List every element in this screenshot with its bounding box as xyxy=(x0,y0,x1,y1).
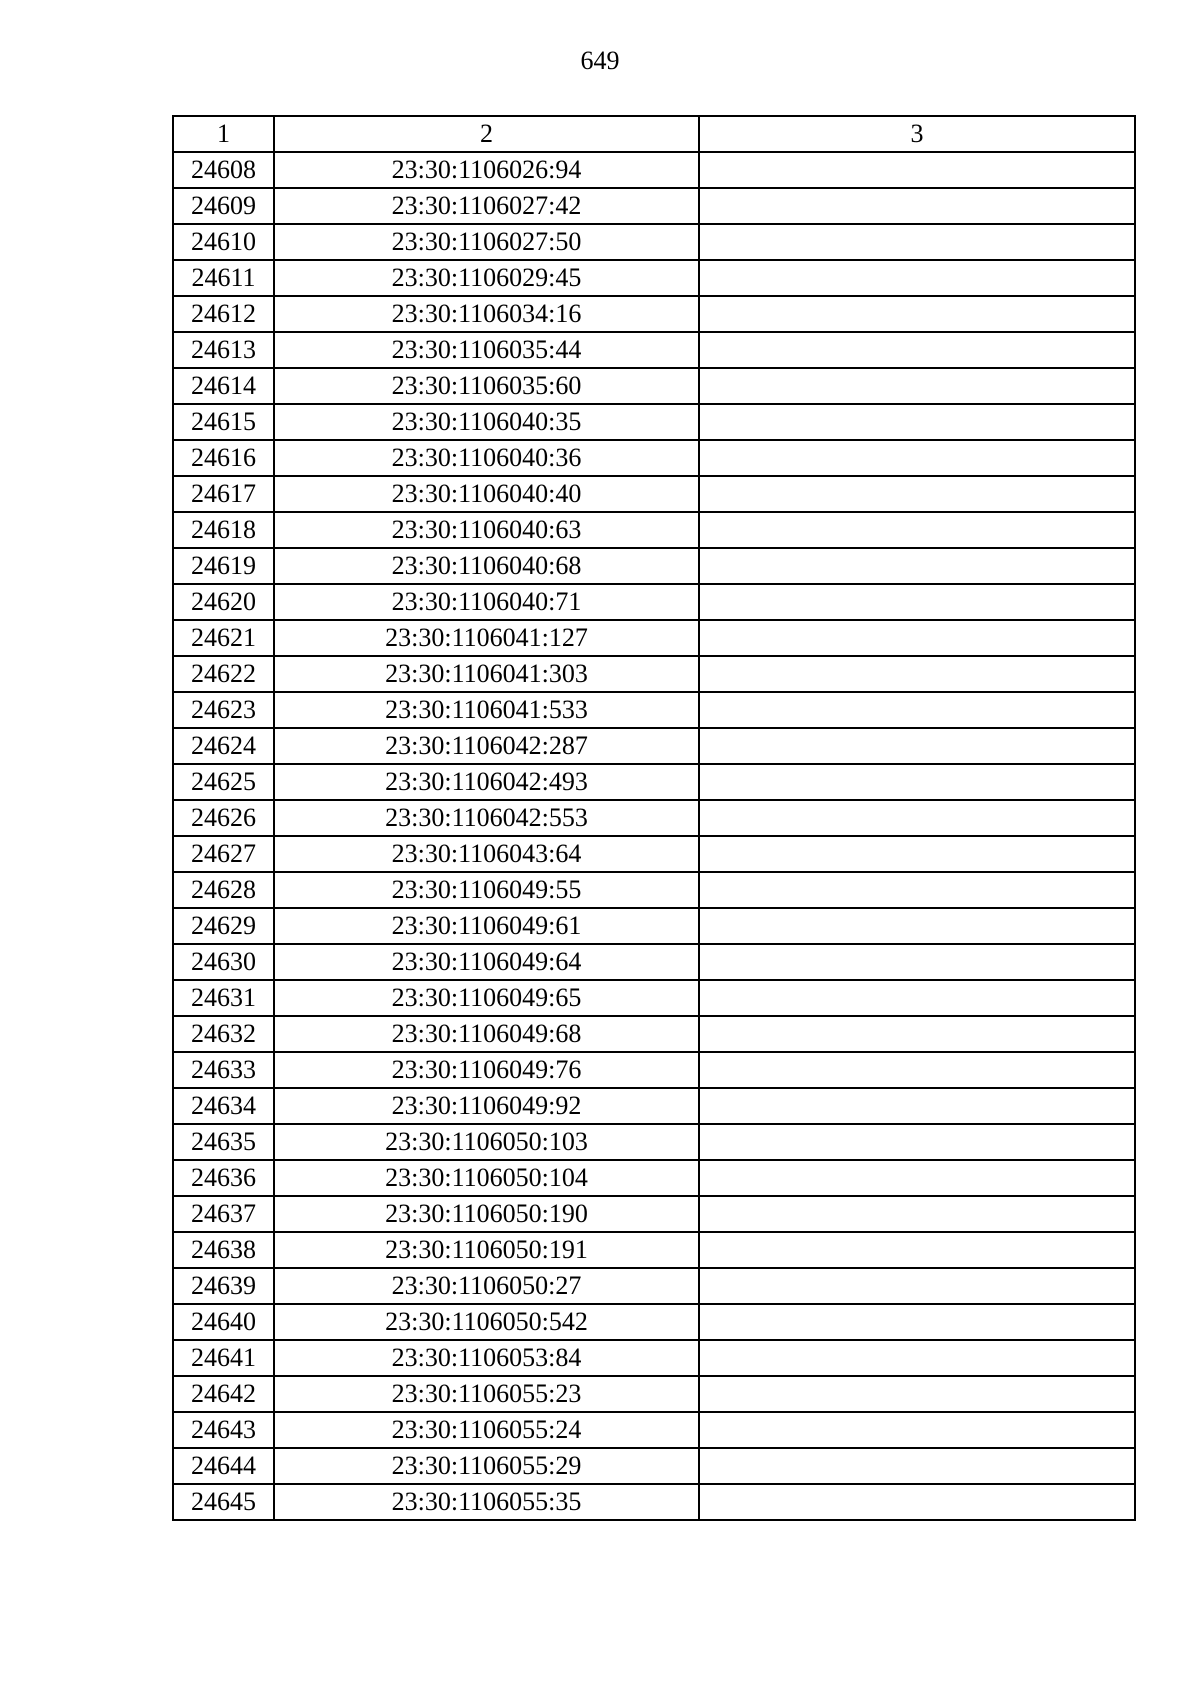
note-cell xyxy=(699,584,1135,620)
row-number-cell: 24621 xyxy=(173,620,274,656)
row-number-cell: 24630 xyxy=(173,944,274,980)
note-cell xyxy=(699,188,1135,224)
row-number-cell: 24613 xyxy=(173,332,274,368)
note-cell xyxy=(699,800,1135,836)
row-number-cell: 24631 xyxy=(173,980,274,1016)
cadastral-number-cell: 23:30:1106029:45 xyxy=(274,260,699,296)
column-header-3: 3 xyxy=(699,116,1135,152)
cadastral-number-cell: 23:30:1106050:104 xyxy=(274,1160,699,1196)
cadastral-number-cell: 23:30:1106049:65 xyxy=(274,980,699,1016)
table-row xyxy=(173,1196,1135,1232)
note-cell xyxy=(699,620,1135,656)
row-number-cell: 24622 xyxy=(173,656,274,692)
cadastral-number-cell: 23:30:1106040:63 xyxy=(274,512,699,548)
row-number-cell: 24611 xyxy=(173,260,274,296)
note-cell xyxy=(699,1160,1135,1196)
note-cell xyxy=(699,152,1135,188)
note-cell xyxy=(699,1412,1135,1448)
row-number-cell: 24612 xyxy=(173,296,274,332)
note-cell xyxy=(699,728,1135,764)
row-number-cell: 24645 xyxy=(173,1484,274,1520)
row-number-cell: 24628 xyxy=(173,872,274,908)
table-row xyxy=(173,1376,1135,1412)
table-row xyxy=(173,584,1135,620)
note-cell xyxy=(699,368,1135,404)
row-number-cell: 24609 xyxy=(173,188,274,224)
cadastral-number-cell: 23:30:1106055:24 xyxy=(274,1412,699,1448)
row-number-cell: 24624 xyxy=(173,728,274,764)
note-cell xyxy=(699,440,1135,476)
table-row xyxy=(173,944,1135,980)
note-cell xyxy=(699,692,1135,728)
table-row xyxy=(173,224,1135,260)
note-cell xyxy=(699,1448,1135,1484)
row-number-cell: 24636 xyxy=(173,1160,274,1196)
cadastral-number-cell: 23:30:1106042:493 xyxy=(274,764,699,800)
note-cell xyxy=(699,512,1135,548)
table-row xyxy=(173,188,1135,224)
note-cell xyxy=(699,260,1135,296)
table-row xyxy=(173,404,1135,440)
note-cell xyxy=(699,836,1135,872)
note-cell xyxy=(699,764,1135,800)
note-cell xyxy=(699,872,1135,908)
row-number-cell: 24637 xyxy=(173,1196,274,1232)
row-number-cell: 24627 xyxy=(173,836,274,872)
table-header-row xyxy=(173,116,1135,152)
row-number-cell: 24641 xyxy=(173,1340,274,1376)
table-row xyxy=(173,548,1135,584)
cadastral-number-cell: 23:30:1106042:287 xyxy=(274,728,699,764)
row-number-cell: 24638 xyxy=(173,1232,274,1268)
table-row xyxy=(173,260,1135,296)
cadastral-number-cell: 23:30:1106050:542 xyxy=(274,1304,699,1340)
cadastral-number-cell: 23:30:1106040:68 xyxy=(274,548,699,584)
row-number-cell: 24635 xyxy=(173,1124,274,1160)
table-row xyxy=(173,1124,1135,1160)
note-cell xyxy=(699,476,1135,512)
row-number-cell: 24608 xyxy=(173,152,274,188)
table-row xyxy=(173,1016,1135,1052)
note-cell xyxy=(699,1484,1135,1520)
note-cell xyxy=(699,332,1135,368)
table-row xyxy=(173,980,1135,1016)
table-row xyxy=(173,1304,1135,1340)
row-number-cell: 24619 xyxy=(173,548,274,584)
row-number-cell: 24632 xyxy=(173,1016,274,1052)
row-number-cell: 24639 xyxy=(173,1268,274,1304)
row-number-cell: 24633 xyxy=(173,1052,274,1088)
row-number-cell: 24618 xyxy=(173,512,274,548)
note-cell xyxy=(699,1124,1135,1160)
cadastral-number-cell: 23:30:1106050:103 xyxy=(274,1124,699,1160)
row-number-cell: 24614 xyxy=(173,368,274,404)
cadastral-number-cell: 23:30:1106027:50 xyxy=(274,224,699,260)
table-row xyxy=(173,1448,1135,1484)
row-number-cell: 24642 xyxy=(173,1376,274,1412)
cadastral-number-cell: 23:30:1106035:44 xyxy=(274,332,699,368)
page-number: 649 xyxy=(580,46,620,75)
cadastral-number-cell: 23:30:1106055:35 xyxy=(274,1484,699,1520)
note-cell xyxy=(699,404,1135,440)
cadastral-number-cell: 23:30:1106041:303 xyxy=(274,656,699,692)
row-number-cell: 24640 xyxy=(173,1304,274,1340)
note-cell xyxy=(699,1016,1135,1052)
cadastral-number-cell: 23:30:1106035:60 xyxy=(274,368,699,404)
row-number-cell: 24623 xyxy=(173,692,274,728)
cadastral-number-cell: 23:30:1106027:42 xyxy=(274,188,699,224)
note-cell xyxy=(699,1232,1135,1268)
table-row xyxy=(173,764,1135,800)
cadastral-number-cell: 23:30:1106034:16 xyxy=(274,296,699,332)
table-body xyxy=(173,152,1135,1520)
row-number-cell: 24643 xyxy=(173,1412,274,1448)
table-row xyxy=(173,368,1135,404)
table-row xyxy=(173,620,1135,656)
note-cell xyxy=(699,1268,1135,1304)
note-cell xyxy=(699,908,1135,944)
column-header-1: 1 xyxy=(173,116,274,152)
note-cell xyxy=(699,1052,1135,1088)
cadastral-number-cell: 23:30:1106040:35 xyxy=(274,404,699,440)
table-row xyxy=(173,476,1135,512)
note-cell xyxy=(699,224,1135,260)
table-row xyxy=(173,692,1135,728)
cadastral-number-cell: 23:30:1106049:68 xyxy=(274,1016,699,1052)
cadastral-number-cell: 23:30:1106042:553 xyxy=(274,800,699,836)
note-cell xyxy=(699,980,1135,1016)
note-cell xyxy=(699,296,1135,332)
note-cell xyxy=(699,548,1135,584)
table-row xyxy=(173,512,1135,548)
row-number-cell: 24629 xyxy=(173,908,274,944)
cadastral-number-cell: 23:30:1106040:40 xyxy=(274,476,699,512)
cadastral-number-cell: 23:30:1106041:127 xyxy=(274,620,699,656)
note-cell xyxy=(699,1340,1135,1376)
cadastral-number-cell: 23:30:1106043:64 xyxy=(274,836,699,872)
table-row xyxy=(173,800,1135,836)
table-row xyxy=(173,656,1135,692)
cadastral-number-cell: 23:30:1106040:36 xyxy=(274,440,699,476)
cadastral-number-cell: 23:30:1106050:191 xyxy=(274,1232,699,1268)
table-row xyxy=(173,1088,1135,1124)
table-row xyxy=(173,152,1135,188)
note-cell xyxy=(699,1088,1135,1124)
data-table xyxy=(172,115,1136,1521)
cadastral-number-cell: 23:30:1106040:71 xyxy=(274,584,699,620)
table-row xyxy=(173,332,1135,368)
table-row xyxy=(173,1160,1135,1196)
note-cell xyxy=(699,1196,1135,1232)
row-number-cell: 24644 xyxy=(173,1448,274,1484)
table-row xyxy=(173,1484,1135,1520)
row-number-cell: 24616 xyxy=(173,440,274,476)
note-cell xyxy=(699,944,1135,980)
cadastral-number-cell: 23:30:1106050:27 xyxy=(274,1268,699,1304)
cadastral-number-cell: 23:30:1106049:61 xyxy=(274,908,699,944)
table-row xyxy=(173,296,1135,332)
table-row xyxy=(173,1052,1135,1088)
note-cell xyxy=(699,1376,1135,1412)
cadastral-number-cell: 23:30:1106049:92 xyxy=(274,1088,699,1124)
cadastral-number-cell: 23:30:1106049:55 xyxy=(274,872,699,908)
table-row xyxy=(173,908,1135,944)
cadastral-number-cell: 23:30:1106050:190 xyxy=(274,1196,699,1232)
table-row xyxy=(173,1412,1135,1448)
cadastral-number-cell: 23:30:1106049:64 xyxy=(274,944,699,980)
cadastral-number-cell: 23:30:1106055:29 xyxy=(274,1448,699,1484)
table-row xyxy=(173,872,1135,908)
table-row xyxy=(173,836,1135,872)
row-number-cell: 24634 xyxy=(173,1088,274,1124)
cadastral-number-cell: 23:30:1106055:23 xyxy=(274,1376,699,1412)
note-cell xyxy=(699,656,1135,692)
cadastral-number-cell: 23:30:1106053:84 xyxy=(274,1340,699,1376)
row-number-cell: 24625 xyxy=(173,764,274,800)
row-number-cell: 24615 xyxy=(173,404,274,440)
table-row xyxy=(173,728,1135,764)
table-row xyxy=(173,440,1135,476)
cadastral-number-cell: 23:30:1106026:94 xyxy=(274,152,699,188)
column-header-2: 2 xyxy=(274,116,699,152)
table-row xyxy=(173,1268,1135,1304)
table-row xyxy=(173,1232,1135,1268)
row-number-cell: 24620 xyxy=(173,584,274,620)
cadastral-number-cell: 23:30:1106049:76 xyxy=(274,1052,699,1088)
row-number-cell: 24610 xyxy=(173,224,274,260)
row-number-cell: 24617 xyxy=(173,476,274,512)
note-cell xyxy=(699,1304,1135,1340)
table-row xyxy=(173,1340,1135,1376)
cadastral-number-cell: 23:30:1106041:533 xyxy=(274,692,699,728)
row-number-cell: 24626 xyxy=(173,800,274,836)
